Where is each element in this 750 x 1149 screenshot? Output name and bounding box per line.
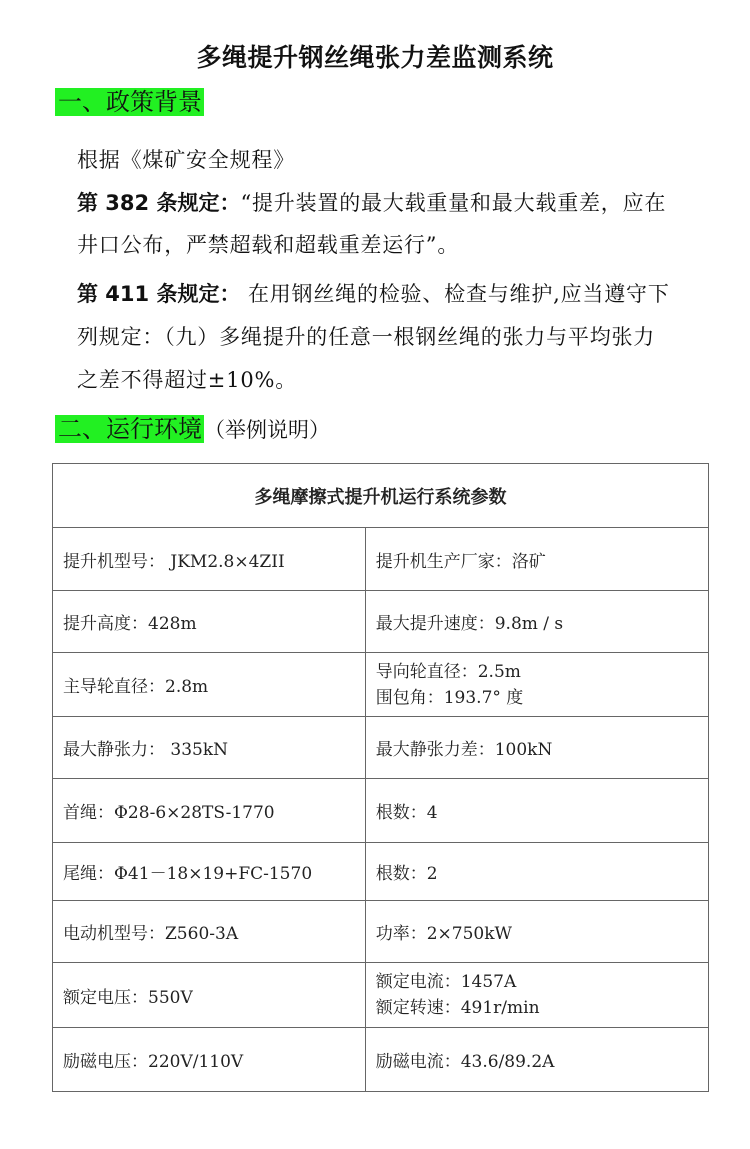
table-row xyxy=(53,779,709,843)
table-cell-text: 额定电压：550V xyxy=(63,987,193,1008)
table-cell-right xyxy=(365,779,708,843)
table-cell-right xyxy=(365,717,708,779)
table-cell-right xyxy=(365,843,708,901)
table-row xyxy=(53,717,709,779)
table-cell-text: 最大静张力差：100kN xyxy=(375,740,553,760)
table-cell-left xyxy=(53,779,366,843)
table-cell-left xyxy=(53,1028,366,1092)
table-cell-left xyxy=(53,591,366,653)
rule-411-line-3: 之差不得超过±10%。 xyxy=(77,368,298,392)
parameter-table xyxy=(52,463,709,1092)
table-cell-left xyxy=(53,717,366,779)
table-cell-text: 电动机型号：Z560-3A xyxy=(63,924,239,944)
table-cell-left xyxy=(53,963,366,1028)
section-heading-environment-text: 二、运行环境 xyxy=(55,415,204,443)
table-row xyxy=(53,528,709,591)
rule-411-prefix: 第 411 条规定： xyxy=(77,282,241,306)
table-cell-right xyxy=(365,653,708,717)
table-cell-text: 根数：4 xyxy=(375,803,438,823)
table-cell-text: 导向轮直径：2.5m xyxy=(375,661,521,682)
table-cell-left xyxy=(53,901,366,963)
table-cell-text: 励磁电压：220V/110V xyxy=(63,1052,244,1072)
table-cell-left xyxy=(53,653,366,717)
rule-382-prefix: 第 382 条规定： xyxy=(77,191,241,215)
table-cell-text: 提升机型号： JKM2.8×4ZII xyxy=(63,551,285,572)
table-cell-text: 额定电流：1457A xyxy=(375,972,517,992)
table-cell-text: 提升高度：428m xyxy=(63,614,197,634)
basis-line: 根据《煤矿安全规程》 xyxy=(77,148,295,172)
table-cell-text: 主导轮直径：2.8m xyxy=(63,677,209,697)
table-cell-left xyxy=(53,843,366,901)
rule-411-text-1: 在用钢丝绳的检验、检查与维护,应当遵守下 xyxy=(240,282,670,306)
document-title: 多绳提升钢丝绳张力差监测系统 xyxy=(196,43,554,72)
section-heading-policy xyxy=(55,84,204,120)
table-cell-text: 最大提升速度：9.8m / s xyxy=(375,614,564,634)
rule-411-line-2: 列规定：（九）多绳提升的任意一根钢丝绳的张力与平均张力 xyxy=(77,325,656,349)
table-cell-text: 首绳：Φ28-6×28TS-1770 xyxy=(63,803,275,823)
table-cell-left xyxy=(53,528,366,591)
section-heading-environment xyxy=(55,411,330,448)
table-cell-text: 功率：2×750kW xyxy=(375,924,513,944)
section-heading-environment-note: （举例说明） xyxy=(204,418,330,442)
section-heading-policy-text: 一、政策背景 xyxy=(55,88,204,116)
table-title-row xyxy=(53,464,709,528)
rule-382-text-1: “提升装置的最大载重量和最大载重差，应在 xyxy=(240,191,667,215)
table-cell-text: 额定转速：491r/min xyxy=(375,998,540,1018)
table-title: 多绳摩擦式提升机运行系统参数 xyxy=(53,464,709,528)
rule-382-line-2: 井口公布，严禁超载和超载重差运行”。 xyxy=(77,233,460,257)
table-cell-right xyxy=(365,528,708,591)
table-row xyxy=(53,901,709,963)
table-row xyxy=(53,843,709,901)
parameter-table-body xyxy=(53,464,709,1092)
table-cell-right xyxy=(365,591,708,653)
table-cell-text: 提升机生产厂家：洛矿 xyxy=(375,551,546,572)
table-row xyxy=(53,653,709,717)
table-cell-text: 根数：2 xyxy=(375,864,438,884)
table-cell-right xyxy=(365,1028,708,1092)
rule-382-line-1 xyxy=(77,183,713,223)
table-row xyxy=(53,591,709,653)
table-cell-text: 围包角：193.7° 度 xyxy=(375,687,524,708)
table-cell-text: 最大静张力： 335kN xyxy=(63,740,229,760)
table-cell-right xyxy=(365,963,708,1028)
table-cell-right xyxy=(365,901,708,963)
table-cell-text: 尾绳：Φ41－18×19+FC-1570 xyxy=(63,864,313,884)
table-row xyxy=(53,1028,709,1092)
rule-411-line-1 xyxy=(77,274,713,314)
table-row xyxy=(53,963,709,1028)
table-cell-text: 励磁电流：43.6/89.2A xyxy=(375,1052,555,1072)
